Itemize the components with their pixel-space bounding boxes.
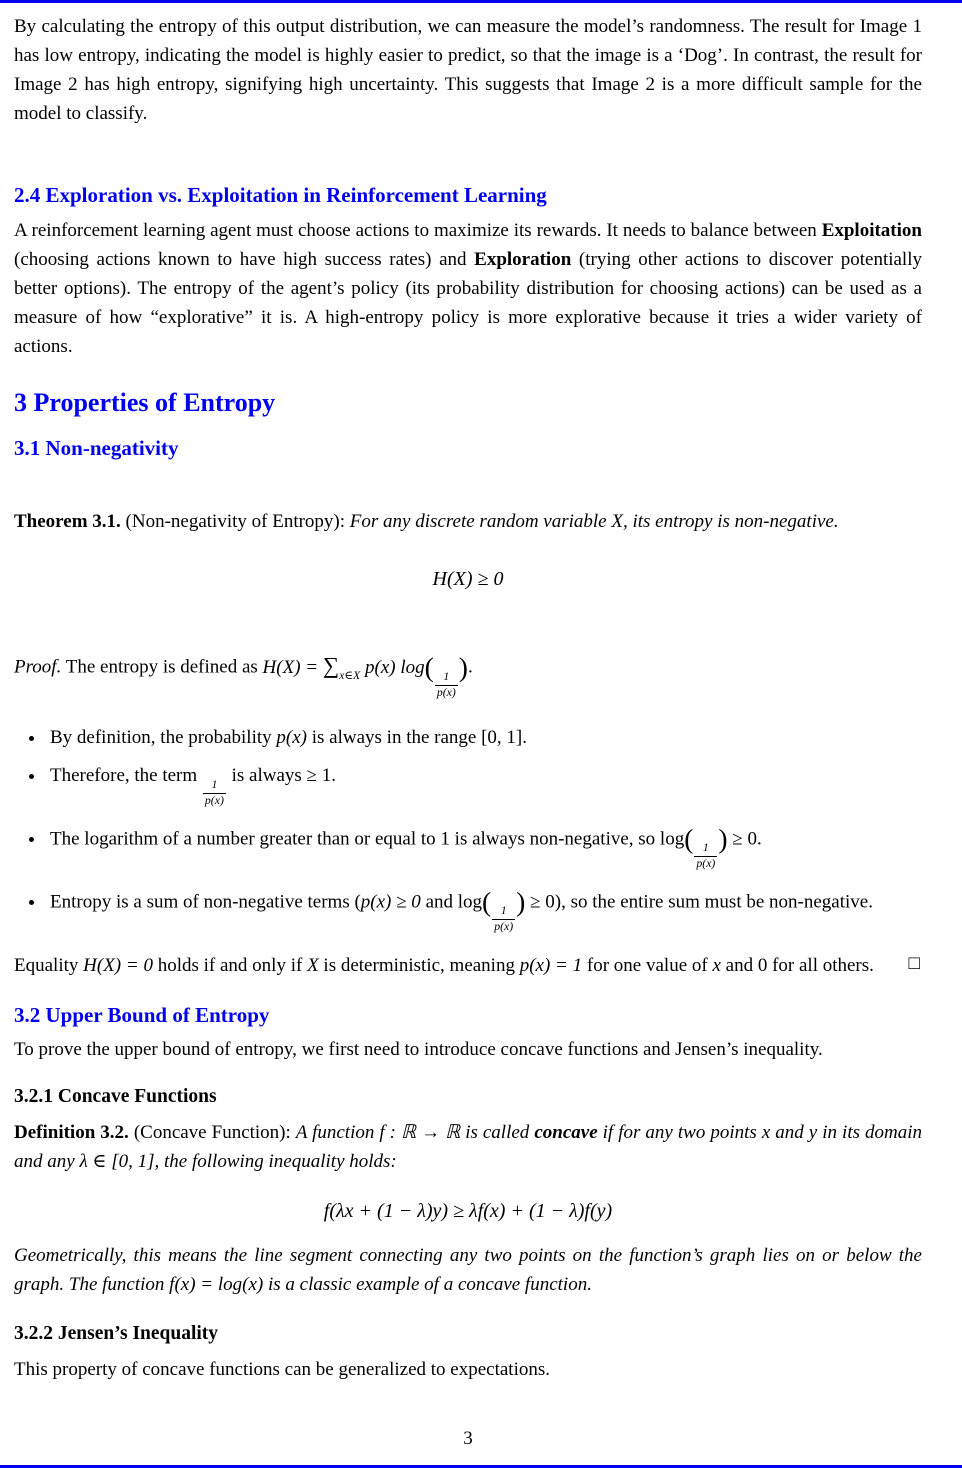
equality-paragraph	[14, 951, 922, 980]
math-inline: X	[307, 954, 319, 976]
text-run: The entropy is defined as	[61, 656, 263, 678]
bullet-sum-nonnegative	[46, 881, 922, 935]
bullet-log-nonnegative	[46, 818, 922, 872]
section-heading-3: 3 Properties of Entropy	[14, 387, 276, 417]
fraction-one-over-px	[693, 841, 718, 871]
text-run: A function	[295, 1121, 380, 1143]
text-run: is always in the range [0, 1].	[306, 727, 528, 749]
section-heading-3-1: 3.1 Non-negativity	[14, 436, 179, 461]
math-inline: f(x) = log(x)	[169, 1273, 264, 1295]
fraction-one-over-px	[491, 904, 516, 934]
open-paren: (	[424, 651, 434, 683]
equation-nonnegativity: H(X) ≥ 0	[432, 567, 504, 590]
section-heading-3-2-2: 3.2.2 Jensen’s Inequality	[14, 1322, 219, 1344]
text-run: (Concave Function):	[128, 1121, 296, 1143]
proof-paragraph	[14, 646, 922, 700]
math-inline: y	[808, 1121, 818, 1143]
summation-subscript: x∈X	[339, 668, 361, 682]
text-run: (choosing actions known to have high success rates) and	[14, 248, 475, 270]
section-2-4-paragraph	[14, 216, 922, 361]
log-function: log	[659, 828, 685, 850]
fraction-numerator: 1	[211, 778, 218, 792]
geometric-remark	[14, 1241, 922, 1299]
math-inline: x	[761, 1121, 771, 1143]
page-number: 3	[463, 1427, 473, 1449]
math-mid: p(x) log	[360, 656, 425, 678]
text-run: The logarithm of a number greater than or equal to 1 is always non-negative, so	[50, 828, 660, 850]
bold-term-exploitation: Exploitation	[821, 219, 922, 241]
text-run: .	[467, 656, 473, 678]
math-inline: λ ∈ [0, 1]	[79, 1150, 155, 1172]
text-run: and	[420, 891, 458, 913]
fraction-numerator: 1	[702, 841, 709, 855]
close-paren: )	[516, 885, 526, 917]
text-run: A reinforcement learning agent must choose actions to maximize its rewards. It needs to balance between	[14, 219, 822, 241]
text-run: is deterministic, meaning	[318, 954, 520, 976]
text-run: (Non-negativity of Entropy):	[120, 510, 350, 532]
fraction-one-over-px	[202, 778, 227, 808]
text-run: if for any two points	[597, 1121, 762, 1143]
text-run: holds if and only if	[152, 954, 308, 976]
math-inline: p(x) ≥ 0	[360, 891, 421, 913]
text-run: (trying other actions to discover potentially better options). The entropy of the agent’s policy (its probability distribution for choosing actions) can be used as a measure of how “explorative” it is. A high-entropy policy is more explorative because it tries a wider variety of actions.	[14, 248, 922, 357]
text-run: , the following inequality holds:	[154, 1150, 397, 1172]
intro-paragraph: By calculating the entropy of this output distribution, we can measure the model’s randomness. The result for Image 1 has low entropy, indicating the model is highly easier to predict, so that the image is a ‘Dog’. In contrast, the result for Image 2 has high entropy, signifying high uncertainty. This suggests that Image 2 is a more difficult sample for the model to classify.	[14, 16, 922, 125]
definition-3-2	[14, 1118, 922, 1176]
section-heading-3-2: 3.2 Upper Bound of Entropy	[14, 1002, 270, 1027]
text-run: Equality	[14, 954, 84, 976]
text-run: By definition, the probability	[50, 727, 277, 749]
theorem-3-1	[14, 507, 922, 536]
text-run: ≥ 0), so the entire sum must be non-negative.	[525, 891, 873, 913]
math-inline: x	[712, 954, 721, 976]
close-paren: )	[458, 651, 468, 683]
jensen-paragraph: This property of concave functions can be generalized to expectations.	[14, 1358, 551, 1380]
fraction-numerator: 1	[500, 904, 507, 918]
text-run: Geometrically, this means the line segment connecting any two points on the function’s graph lies on or below the graph. The function	[14, 1244, 922, 1295]
summation-icon: ∑	[322, 652, 340, 678]
text-run: Therefore, the term	[50, 765, 202, 787]
definition-label: Definition 3.2.	[14, 1121, 129, 1143]
section-3-2-intro: To prove the upper bound of entropy, we first need to introduce concave functions and Jensen’s inequality.	[14, 1039, 823, 1060]
proof-bullet-list	[24, 714, 922, 934]
text-run: for one value of	[582, 954, 713, 976]
close-paren: )	[718, 822, 728, 854]
theorem-statement: For any discrete random variable X, its entropy is non-negative.	[349, 510, 839, 532]
math-inline: p(x) = 1	[519, 954, 583, 976]
math-inline: p(x)	[276, 727, 307, 749]
bold-term-concave: concave	[534, 1121, 598, 1143]
text-run: is always ≥ 1.	[226, 765, 336, 787]
math-inline: H(X) = 0	[83, 954, 153, 976]
fraction-denominator: p(x)	[204, 794, 224, 808]
text-run: Entropy is a sum of non-negative terms (	[50, 891, 361, 913]
fraction-denominator: p(x)	[494, 919, 514, 933]
log-function: log	[457, 891, 483, 913]
fraction-denominator: p(x)	[436, 685, 456, 699]
bullet-probability-range	[46, 723, 922, 752]
fraction-one-over-px	[434, 670, 459, 700]
text-run: is a classic example of a concave function.	[263, 1273, 592, 1295]
math-lhs: H(X) =	[262, 656, 319, 678]
section-heading-3-2-1: 3.2.1 Concave Functions	[14, 1086, 217, 1108]
proof-label: Proof.	[14, 656, 62, 678]
qed-box-icon: □	[908, 952, 920, 974]
text-run: and 0 for all others.	[720, 954, 874, 976]
text-run: in its domain and any	[14, 1121, 923, 1172]
theorem-label: Theorem 3.1.	[14, 510, 121, 532]
fraction-denominator: p(x)	[696, 857, 716, 870]
bullet-term-ge-one	[46, 761, 922, 809]
open-paren: (	[482, 885, 492, 917]
section-heading-2-4: 2.4 Exploration vs. Exploitation in Reinforcement Learning	[14, 183, 547, 208]
equation-concavity: f(λx + (1 − λ)y) ≥ λf(x) + (1 − λ)f(y)	[323, 1200, 613, 1223]
text-run: ≥ 0.	[727, 828, 762, 850]
open-paren: (	[684, 822, 694, 854]
entropy-definition-math	[262, 651, 468, 699]
bold-term-exploration: Exploration	[474, 248, 572, 270]
fraction-numerator: 1	[443, 669, 450, 683]
text-run: is called	[460, 1121, 535, 1143]
text-run: and	[770, 1121, 809, 1143]
math-inline: f : ℝ → ℝ	[379, 1121, 461, 1143]
